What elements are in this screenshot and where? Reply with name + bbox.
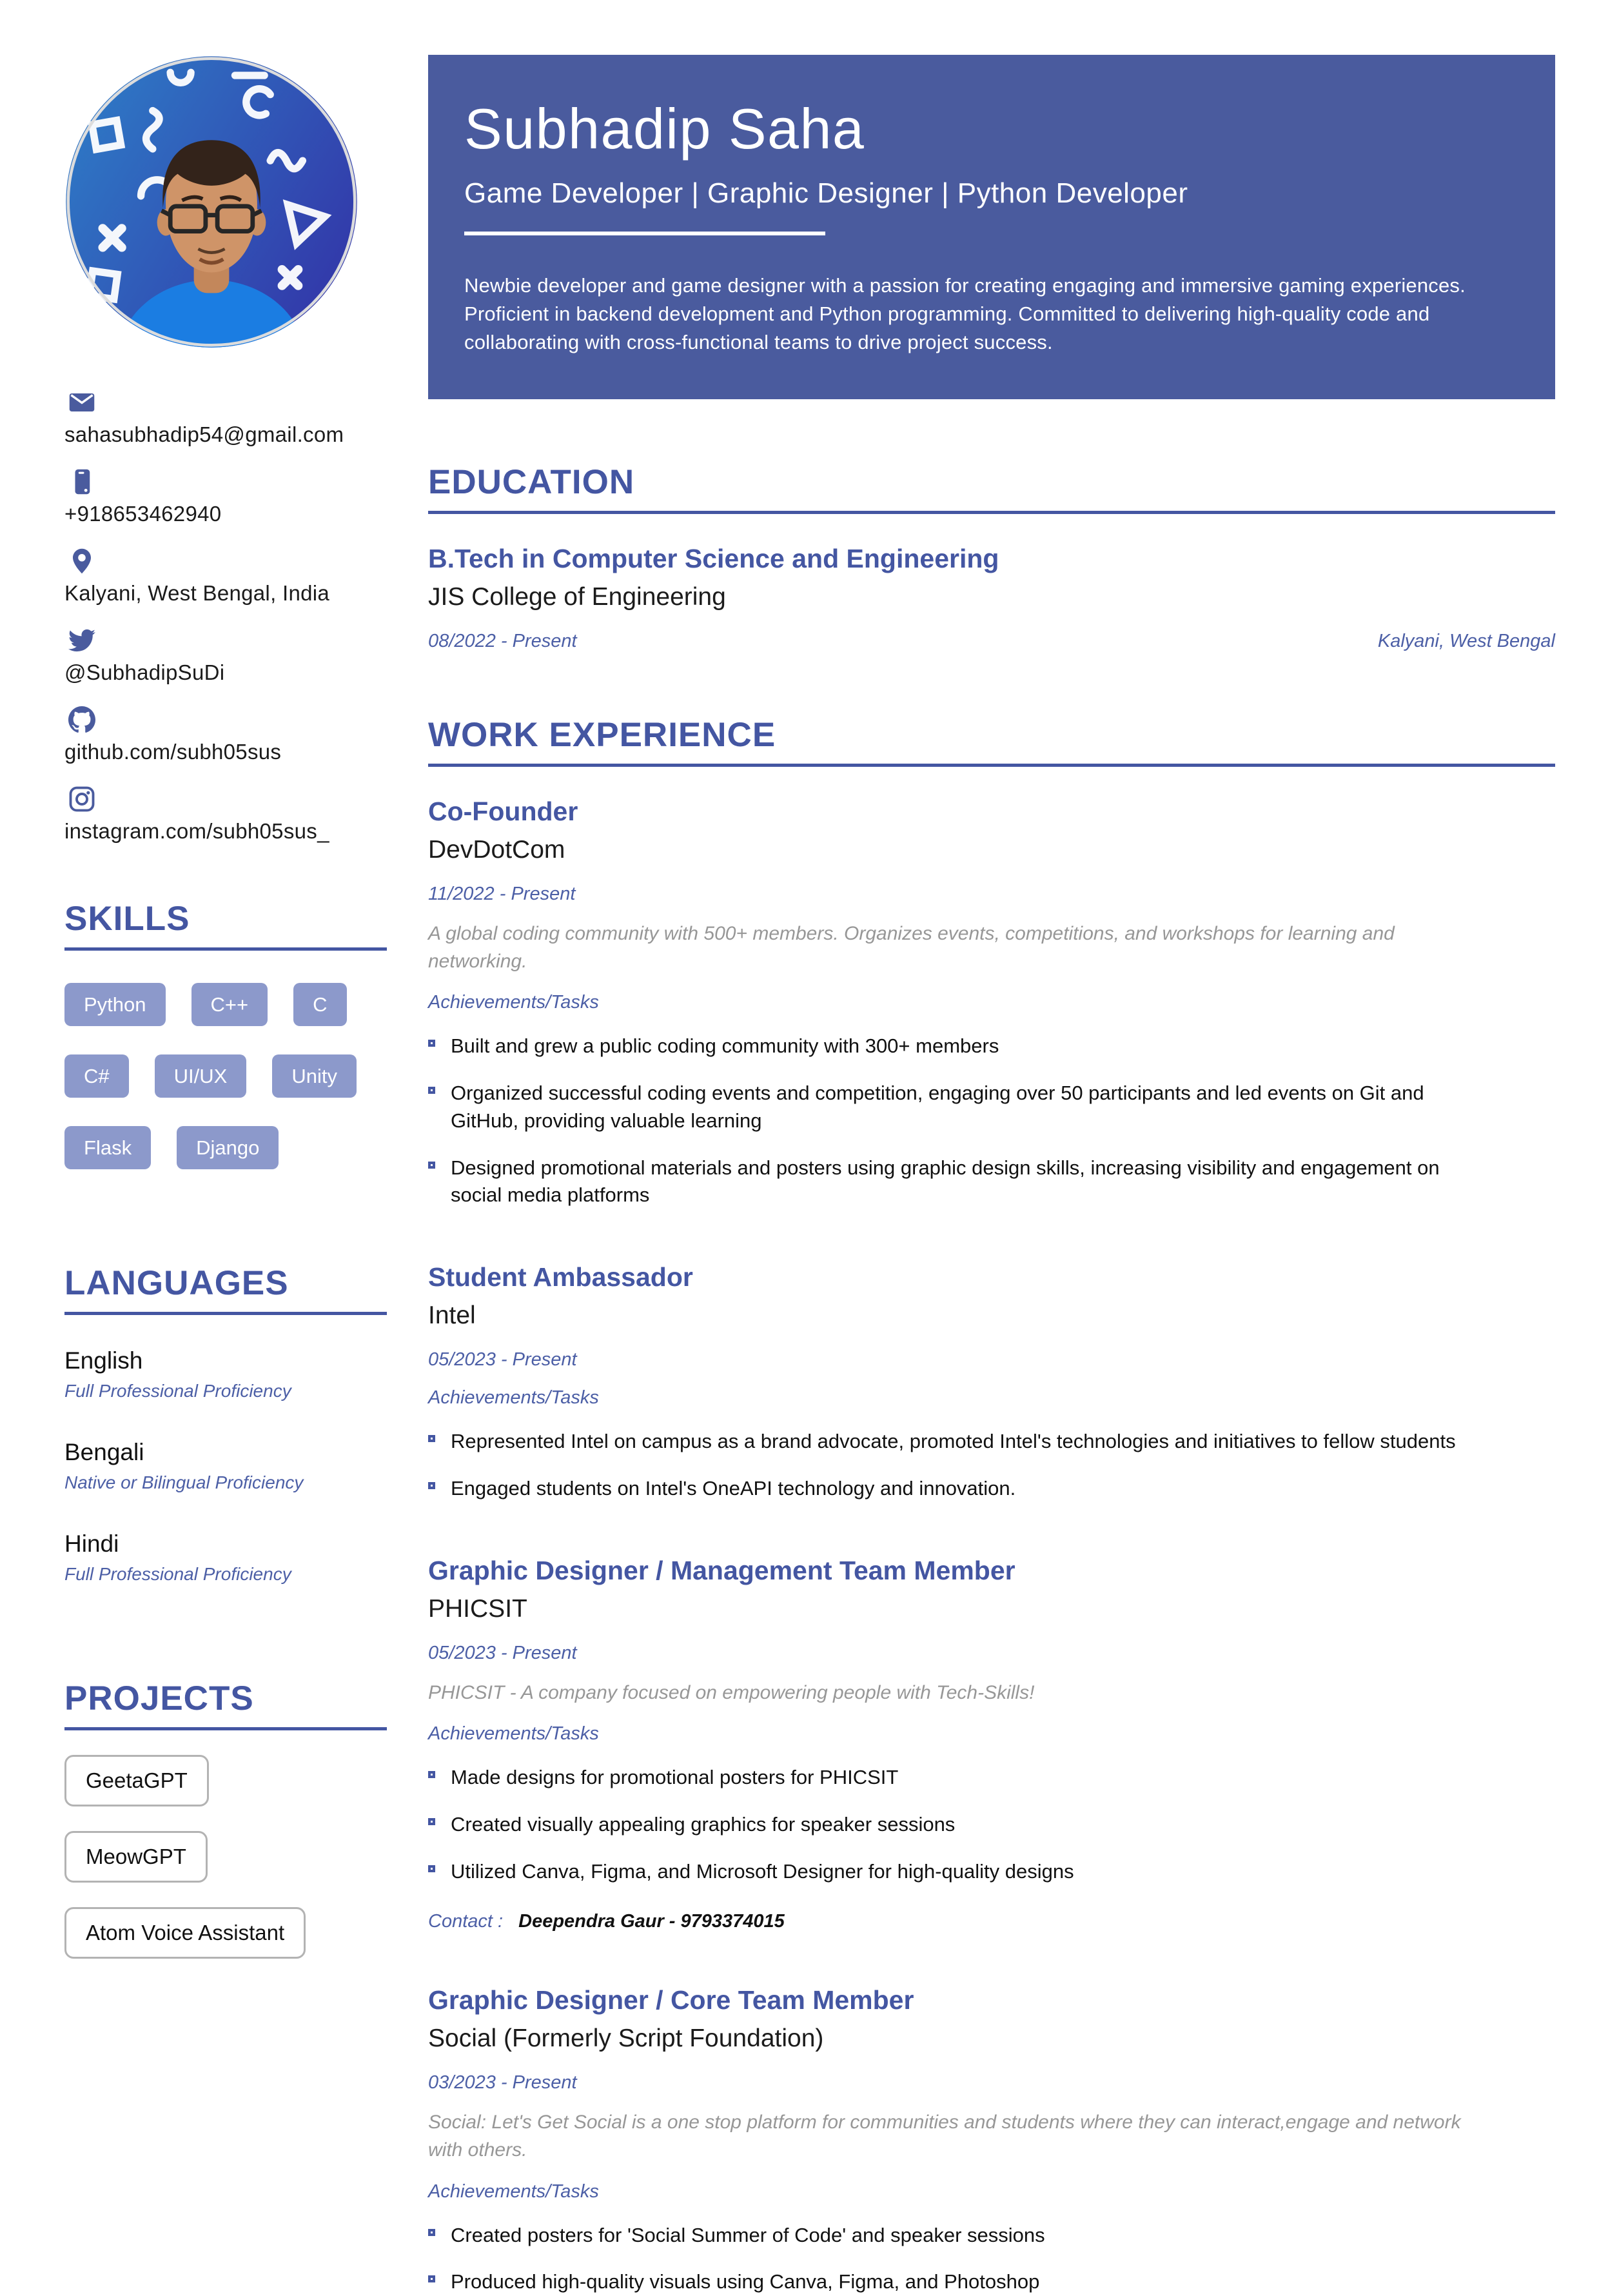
achievement-bullet — [428, 1811, 1486, 1839]
contact-value[interactable]: sahasubhadip54@gmail.com — [64, 422, 344, 446]
contact-item — [64, 786, 387, 844]
bullet-square-icon — [428, 1818, 435, 1825]
language-name: English — [64, 1347, 143, 1374]
experience-section — [428, 715, 1555, 2296]
contact-item-icon — [68, 627, 387, 654]
achievements-label: Achievements/Tasks — [428, 992, 599, 1013]
job-dates: 03/2023 - Present — [428, 2072, 577, 2093]
job-role: Student Ambassador — [428, 1262, 693, 1292]
header-banner — [428, 55, 1555, 399]
title-underline — [464, 232, 825, 235]
job-role: Co-Founder — [428, 797, 578, 827]
education-location: Kalyani, West Bengal — [1377, 631, 1555, 652]
profile-photo-illustration — [64, 55, 358, 349]
language-item — [64, 1439, 387, 1493]
project-button[interactable]: MeowGPT — [64, 1831, 208, 1883]
contact-value[interactable]: +918653462940 — [64, 502, 222, 526]
section-underline — [428, 764, 1555, 767]
github-icon — [68, 706, 95, 733]
bullet-text: Made designs for promotional posters for PHICSIT — [451, 1766, 899, 1789]
section-underline — [64, 1727, 387, 1730]
projects-section — [64, 1679, 387, 1959]
achievement-bullet — [428, 2222, 1486, 2250]
section-underline — [64, 947, 387, 951]
job-dates: 05/2023 - Present — [428, 1642, 577, 1663]
languages-list — [64, 1347, 387, 1585]
contact-item-icon — [68, 468, 387, 495]
summary-text: Newbie developer and game designer with a passion for creating engaging and immersive gaming experiences. Proficient in backend development and Python programming. Committed to delivering high-quality code and collaborating with cross-functional teams to drive project success. — [464, 274, 1466, 354]
bullet-square-icon — [428, 1162, 435, 1169]
bullet-text: Utilized Canva, Figma, and Microsoft Designer for high-quality designs — [451, 1859, 1074, 1883]
skill-badge: C — [293, 983, 346, 1026]
experience-entry — [428, 1985, 1555, 2296]
contact-value[interactable]: @SubhadipSuDi — [64, 660, 225, 684]
contact-list — [64, 389, 387, 844]
education-section-title: EDUCATION — [428, 463, 635, 502]
contact-item — [64, 627, 387, 685]
reference-contact-label: Contact : — [428, 1911, 504, 1932]
twitter-icon — [68, 627, 95, 654]
experience-entry — [428, 1262, 1555, 1503]
achievement-bullets — [428, 2222, 1555, 2296]
contact-item — [64, 706, 387, 764]
achievement-bullet — [428, 1858, 1486, 1886]
skill-badge: Unity — [272, 1054, 357, 1098]
bullet-square-icon — [428, 2229, 435, 2236]
person-name: Subhadip Saha — [464, 97, 865, 161]
contact-item — [64, 468, 387, 526]
language-proficiency: Full Professional Proficiency — [64, 1381, 291, 1401]
language-name: Bengali — [64, 1439, 144, 1465]
achievement-bullets — [428, 1428, 1555, 1503]
language-name: Hindi — [64, 1530, 119, 1557]
language-item — [64, 1347, 387, 1401]
projects-section-title: PROJECTS — [64, 1679, 254, 1717]
contact-item — [64, 548, 387, 606]
job-dates: 05/2023 - Present — [428, 1349, 577, 1371]
phone-icon — [68, 468, 95, 495]
contact-item-icon — [68, 548, 387, 575]
instagram-icon — [68, 786, 95, 813]
skill-badge: Django — [177, 1126, 279, 1169]
skill-badge: C# — [64, 1054, 129, 1098]
contact-value[interactable]: Kalyani, West Bengal, India — [64, 581, 330, 605]
bullet-square-icon — [428, 2275, 435, 2282]
achievement-bullet — [428, 1428, 1486, 1456]
job-company: Social (Formerly Script Foundation) — [428, 2024, 824, 2053]
language-item — [64, 1530, 387, 1585]
languages-section-title: LANGUAGES — [64, 1264, 289, 1302]
education-degree: B.Tech in Computer Science and Engineering — [428, 544, 999, 574]
skill-badge: UI/UX — [155, 1054, 247, 1098]
contact-item-icon — [68, 706, 387, 733]
email-icon — [68, 389, 95, 416]
achievement-bullets — [428, 1033, 1555, 1209]
projects-list — [64, 1755, 387, 1959]
skills-section-title: SKILLS — [64, 900, 190, 938]
job-company: Intel — [428, 1301, 476, 1330]
bullet-text: Built and grew a public coding community with 300+ members — [451, 1034, 999, 1058]
bullet-text: Designed promotional materials and posters using graphic design skills, increasing visibility and engagement on social media platforms — [451, 1156, 1440, 1207]
project-button[interactable]: Atom Voice Assistant — [64, 1907, 306, 1959]
bullet-text: Engaged students on Intel's OneAPI technology and innovation. — [451, 1476, 1016, 1499]
sidebar — [64, 55, 387, 2237]
skills-section — [64, 899, 387, 1169]
contact-value[interactable]: github.com/subh05sus — [64, 740, 282, 764]
job-role: Graphic Designer / Core Team Member — [428, 1985, 914, 2015]
main-column — [428, 55, 1555, 2293]
education-school: JIS College of Engineering — [428, 583, 726, 611]
reference-contact — [428, 1911, 1555, 1932]
language-proficiency: Full Professional Proficiency — [64, 1564, 291, 1584]
education-dates: 08/2022 - Present — [428, 631, 577, 652]
achievement-bullet — [428, 2268, 1486, 2296]
bullet-text: Produced high-quality visuals using Canva, Figma, and Photoshop — [451, 2270, 1040, 2293]
bullet-text: Represented Intel on campus as a brand advocate, promoted Intel's technologies and initiatives to fellow students — [451, 1430, 1456, 1453]
achievement-bullet — [428, 1154, 1486, 1210]
section-underline — [428, 511, 1555, 514]
skills-badges — [64, 983, 387, 1169]
bullet-text: Organized successful coding events and competition, engaging over 50 participants and led events on Git and GitHub, providing valuable learning — [451, 1082, 1424, 1132]
skill-badge: Flask — [64, 1126, 151, 1169]
location-pin-icon — [68, 548, 95, 575]
skill-badge: C++ — [191, 983, 268, 1026]
bullet-text: Created posters for 'Social Summer of Code' and speaker sessions — [451, 2223, 1045, 2246]
achievement-bullet — [428, 1764, 1486, 1792]
company-description: Social: Let's Get Social is a one stop platform for communities and students where they can interact,engage and network with others. — [428, 2112, 1461, 2161]
project-button[interactable]: GeetaGPT — [64, 1755, 209, 1806]
education-meta — [428, 631, 1555, 652]
bullet-square-icon — [428, 1040, 435, 1047]
experience-entry — [428, 1556, 1555, 1933]
education-section — [428, 462, 1555, 652]
experience-entries — [428, 797, 1555, 2296]
achievements-label: Achievements/Tasks — [428, 1723, 599, 1745]
bullet-square-icon — [428, 1482, 435, 1489]
contact-value[interactable]: instagram.com/subh05sus_ — [64, 819, 329, 843]
company-description: PHICSIT - A company focused on empowering people with Tech-Skills! — [428, 1681, 1035, 1703]
experience-entry — [428, 797, 1555, 1209]
bullet-text: Created visually appealing graphics for speaker sessions — [451, 1812, 956, 1836]
achievements-label: Achievements/Tasks — [428, 2181, 599, 2202]
experience-section-title: WORK EXPERIENCE — [428, 716, 776, 755]
skill-badge: Python — [64, 983, 166, 1026]
bullet-square-icon — [428, 1771, 435, 1778]
achievements-label: Achievements/Tasks — [428, 1387, 599, 1409]
bullet-square-icon — [428, 1087, 435, 1094]
achievement-bullet — [428, 1080, 1486, 1135]
bullet-square-icon — [428, 1865, 435, 1872]
section-underline — [64, 1312, 387, 1315]
languages-section — [64, 1263, 387, 1585]
bullet-square-icon — [428, 1435, 435, 1442]
contact-item-icon — [68, 389, 387, 416]
profile-photo — [64, 55, 358, 349]
contact-item — [64, 389, 387, 447]
person-title: Game Developer | Graphic Designer | Python Developer — [464, 177, 1188, 209]
achievement-bullets — [428, 1764, 1555, 1885]
job-company: PHICSIT — [428, 1594, 527, 1623]
achievement-bullet — [428, 1033, 1486, 1060]
job-dates: 11/2022 - Present — [428, 884, 576, 905]
company-description: A global coding community with 500+ members. Organizes events, competitions, and workshops for learning and networking. — [428, 923, 1395, 972]
achievement-bullet — [428, 1475, 1486, 1503]
reference-contact-value: Deependra Gaur - 9793374015 — [518, 1911, 785, 1932]
job-role: Graphic Designer / Management Team Member — [428, 1555, 1015, 1585]
contact-item-icon — [68, 786, 387, 813]
language-proficiency: Native or Bilingual Proficiency — [64, 1472, 304, 1492]
job-company: DevDotCom — [428, 836, 565, 864]
